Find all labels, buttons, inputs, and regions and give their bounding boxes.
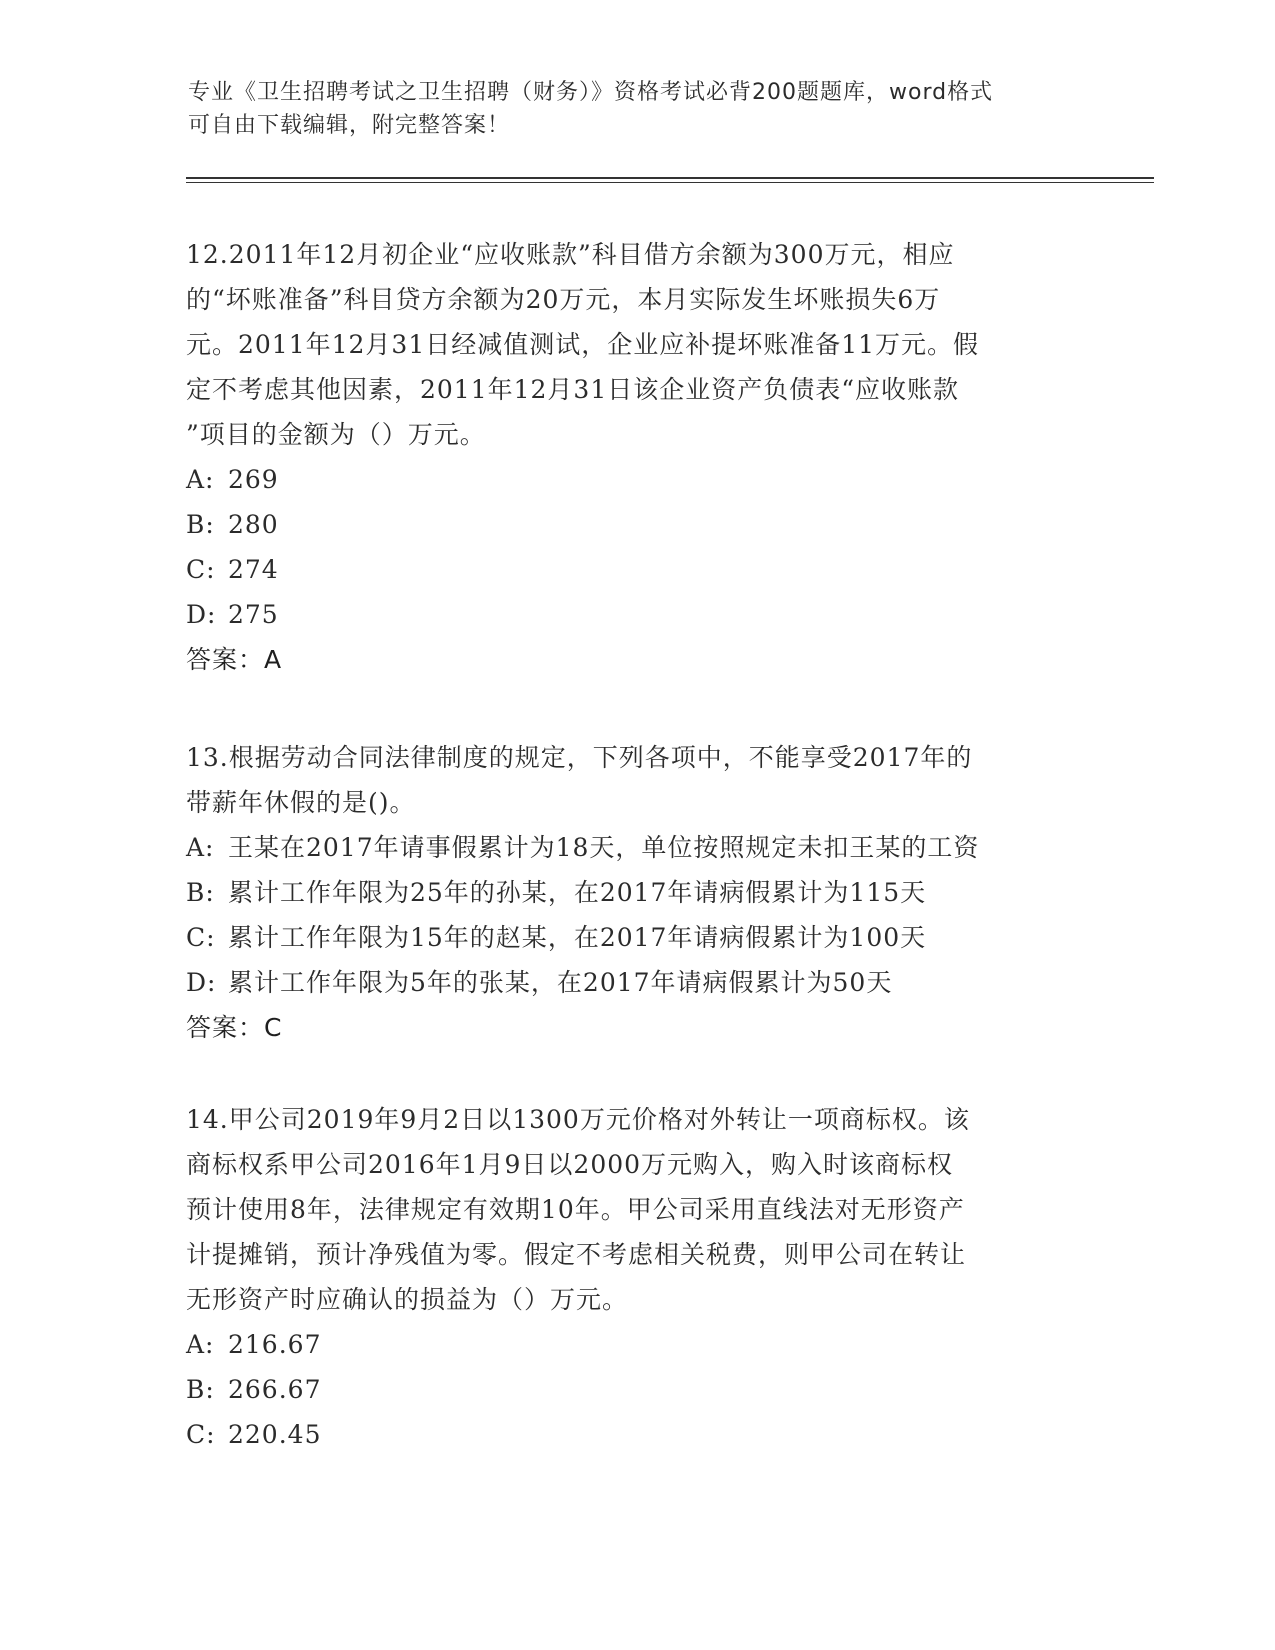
option-text: 累计工作年限为5年的张某，在2017年请病假累计为50天 (228, 968, 893, 997)
option-text: 266.67 (228, 1375, 322, 1404)
option-letter: A: (186, 1330, 215, 1359)
option-letter: C: (186, 555, 216, 584)
option-text: 216.67 (228, 1330, 322, 1359)
option-a (186, 1322, 1086, 1367)
option-text: 王某在2017年请事假累计为18天，单位按照规定未扣王某的工资 (228, 833, 980, 862)
question-13 (186, 735, 1086, 1050)
option-c (186, 547, 1086, 592)
option-c (186, 1412, 1086, 1457)
question-stem-line: 的“坏账准备”科目贷方余额为20万元，本月实际发生坏账损失6万 (186, 285, 941, 314)
option-letter: C: (186, 923, 216, 952)
question-stem-line: 预计使用8年，法律规定有效期10年。甲公司采用直线法对无形资产 (186, 1195, 965, 1224)
question-stem-line: 14.甲公司2019年9月2日以1300万元价格对外转让一项商标权。该 (186, 1105, 970, 1134)
question-stem-line: 定不考虑其他因素，2011年12月31日该企业资产负债表“应收账款 (186, 375, 960, 404)
header-line: 专业《卫生招聘考试之卫生招聘（财务）》资格考试必背200题题库，word格式 (188, 80, 994, 105)
question-stem-line: 带薪年休假的是()。 (186, 788, 416, 817)
option-b (186, 1367, 1086, 1412)
option-text: 累计工作年限为15年的赵某，在2017年请病假累计为100天 (228, 923, 927, 952)
header-divider-thin (186, 182, 1154, 183)
option-letter: D: (186, 600, 217, 629)
option-letter: B: (186, 1375, 215, 1404)
option-letter: D: (186, 968, 217, 997)
question-stem-line: 无形资产时应确认的损益为（）万元。 (186, 1285, 629, 1314)
option-letter: B: (186, 510, 215, 539)
option-c (186, 915, 1086, 960)
question-stem-line: 13.根据劳动合同法律制度的规定，下列各项中，不能享受2017年的 (186, 743, 973, 772)
option-text: 280 (228, 510, 279, 539)
option-letter: C: (186, 1420, 216, 1449)
question-stem-line: 商标权系甲公司2016年1月9日以2000万元购入，购入时该商标权 (186, 1150, 954, 1179)
question-stem-line: 12.2011年12月初企业“应收账款”科目借方余额为300万元，相应 (186, 240, 955, 269)
option-text: 累计工作年限为25年的孙某，在2017年请病假累计为115天 (228, 878, 927, 907)
option-b (186, 870, 1086, 915)
question-14 (186, 1097, 1086, 1457)
option-a (186, 825, 1086, 870)
option-text: 275 (228, 600, 279, 629)
option-letter: A: (186, 833, 215, 862)
option-text: 269 (228, 465, 279, 494)
answer-label: 答案：C (186, 1013, 283, 1042)
option-text: 220.45 (228, 1420, 322, 1449)
option-a (186, 457, 1086, 502)
option-letter: A: (186, 465, 215, 494)
question-12 (186, 232, 1086, 682)
answer-label: 答案：A (186, 645, 283, 674)
header-line: 可自由下载编辑，附完整答案！ (188, 113, 511, 138)
option-letter: B: (186, 878, 215, 907)
document-header (188, 76, 1088, 142)
option-d (186, 960, 1086, 1005)
header-divider (186, 177, 1154, 179)
option-d (186, 592, 1086, 637)
option-b (186, 502, 1086, 547)
option-text: 274 (228, 555, 279, 584)
question-stem-line: 计提摊销，预计净残值为零。假定不考虑相关税费，则甲公司在转让 (186, 1240, 967, 1269)
question-stem-line: ”项目的金额为（）万元。 (186, 420, 486, 449)
question-stem-line: 元。2011年12月31日经减值测试，企业应补提坏账准备11万元。假 (186, 330, 980, 359)
